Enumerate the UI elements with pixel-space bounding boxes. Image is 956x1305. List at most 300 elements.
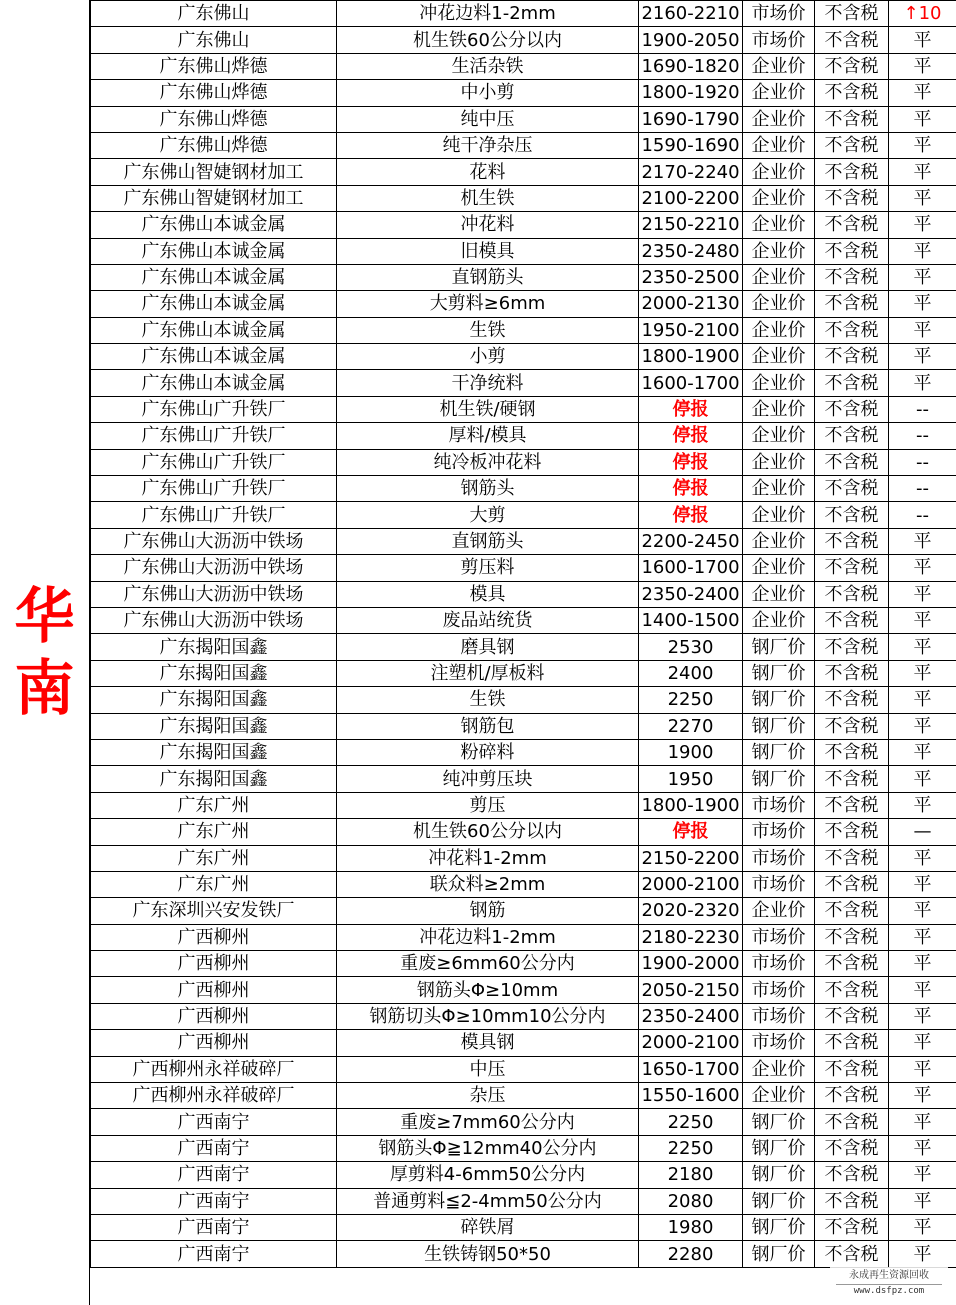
location-cell: 广东揭阳国鑫 <box>91 660 337 686</box>
table-row <box>91 1003 956 1029</box>
price-type-cell: 企业价 <box>743 396 815 422</box>
price-type-cell: 企业价 <box>743 80 815 106</box>
price-cell: 2080 <box>639 1188 743 1214</box>
price-type-cell: 市场价 <box>743 1 815 27</box>
material-cell: 机生铁60公分以内 <box>337 27 639 53</box>
price-type-cell: 钢厂价 <box>743 1241 815 1267</box>
table-row <box>91 634 956 660</box>
price-type-cell: 钢厂价 <box>743 634 815 660</box>
location-cell: 广西南宁 <box>91 1135 337 1161</box>
change-cell: 平 <box>889 1030 956 1056</box>
price-type-cell: 钢厂价 <box>743 1214 815 1240</box>
change-cell: 平 <box>889 924 956 950</box>
price-type-cell: 市场价 <box>743 977 815 1003</box>
tax-cell: 不含税 <box>815 27 889 53</box>
price-cell: 2530 <box>639 634 743 660</box>
location-cell: 广东广州 <box>91 819 337 845</box>
location-cell: 广东佛山本诚金属 <box>91 264 337 290</box>
price-cell: 2250 <box>639 1109 743 1135</box>
location-cell: 广西柳州 <box>91 977 337 1003</box>
tax-cell: 不含税 <box>815 396 889 422</box>
material-cell: 厚料/模具 <box>337 423 639 449</box>
price-cell: 停报 <box>639 423 743 449</box>
location-cell: 广东深圳兴安发铁厂 <box>91 898 337 924</box>
change-cell: 平 <box>889 1003 956 1029</box>
material-cell: 冲花料1-2mm <box>337 845 639 871</box>
material-cell: 杂压 <box>337 1083 639 1109</box>
change-cell: 平 <box>889 555 956 581</box>
location-cell: 广东揭阳国鑫 <box>91 713 337 739</box>
location-cell: 广东佛山本诚金属 <box>91 238 337 264</box>
change-cell: 平 <box>889 871 956 897</box>
table-row <box>91 555 956 581</box>
material-cell: 机生铁/硬钢 <box>337 396 639 422</box>
change-cell: 平 <box>889 634 956 660</box>
location-cell: 广东佛山本诚金属 <box>91 344 337 370</box>
price-type-cell: 企业价 <box>743 132 815 158</box>
price-cell: 2020-2320 <box>639 898 743 924</box>
location-cell: 广东佛山广升铁厂 <box>91 476 337 502</box>
tax-cell: 不含税 <box>815 185 889 211</box>
table-row <box>91 1188 956 1214</box>
tax-cell: 不含税 <box>815 528 889 554</box>
tax-cell: 不含税 <box>815 212 889 238</box>
table-row <box>91 238 956 264</box>
material-cell: 纯干净杂压 <box>337 132 639 158</box>
table-row <box>91 212 956 238</box>
change-cell: 平 <box>889 977 956 1003</box>
change-cell: 平 <box>889 80 956 106</box>
tax-cell: 不含税 <box>815 739 889 765</box>
price-type-cell: 企业价 <box>743 528 815 554</box>
price-type-cell: 企业价 <box>743 1083 815 1109</box>
tax-cell: 不含税 <box>815 1003 889 1029</box>
table-row <box>91 396 956 422</box>
price-cell: 2350-2500 <box>639 264 743 290</box>
tax-cell: 不含税 <box>815 977 889 1003</box>
location-cell: 广东揭阳国鑫 <box>91 687 337 713</box>
location-cell: 广东广州 <box>91 792 337 818</box>
change-cell: 平 <box>889 1162 956 1188</box>
tax-cell: 不含税 <box>815 581 889 607</box>
tax-cell: 不含税 <box>815 555 889 581</box>
location-cell: 广西柳州永祥破碎厂 <box>91 1056 337 1082</box>
location-cell: 广东揭阳国鑫 <box>91 766 337 792</box>
price-cell: 2180 <box>639 1162 743 1188</box>
price-type-cell: 钢厂价 <box>743 1109 815 1135</box>
table-row <box>91 924 956 950</box>
location-cell: 广西南宁 <box>91 1188 337 1214</box>
price-cell: 1800-1900 <box>639 344 743 370</box>
material-cell: 联众料≥2mm <box>337 871 639 897</box>
table-row <box>91 476 956 502</box>
table-row <box>91 80 956 106</box>
tax-cell: 不含税 <box>815 423 889 449</box>
price-type-cell: 钢厂价 <box>743 1135 815 1161</box>
price-type-cell: 企业价 <box>743 212 815 238</box>
material-cell: 直钢筋头 <box>337 528 639 554</box>
tax-cell: 不含税 <box>815 1241 889 1267</box>
table-row <box>91 845 956 871</box>
location-cell: 广东佛山大沥沥中铁场 <box>91 555 337 581</box>
price-type-cell: 钢厂价 <box>743 766 815 792</box>
tax-cell: 不含税 <box>815 317 889 343</box>
table-row <box>91 766 956 792</box>
price-cell: 2270 <box>639 713 743 739</box>
material-cell: 普通剪料≦2-4mm50公分内 <box>337 1188 639 1214</box>
material-cell: 干净统料 <box>337 370 639 396</box>
location-cell: 广西柳州 <box>91 1003 337 1029</box>
material-cell: 碎铁屑 <box>337 1214 639 1240</box>
table-row <box>91 1135 956 1161</box>
tax-cell: 不含税 <box>815 1214 889 1240</box>
change-cell: 平 <box>889 739 956 765</box>
price-cell: 2050-2150 <box>639 977 743 1003</box>
change-cell: 平 <box>889 845 956 871</box>
table-row <box>91 1056 956 1082</box>
location-cell: 广西南宁 <box>91 1214 337 1240</box>
price-type-cell: 企业价 <box>743 476 815 502</box>
tax-cell: 不含税 <box>815 106 889 132</box>
location-cell: 广西南宁 <box>91 1241 337 1267</box>
price-type-cell: 企业价 <box>743 106 815 132</box>
tax-cell: 不含税 <box>815 264 889 290</box>
location-cell: 广东佛山智婕钢材加工 <box>91 185 337 211</box>
price-cell: 1690-1820 <box>639 53 743 79</box>
table-row <box>91 871 956 897</box>
change-cell: 平 <box>889 212 956 238</box>
tax-cell: 不含税 <box>815 871 889 897</box>
location-cell: 广东佛山烨德 <box>91 80 337 106</box>
change-cell: 平 <box>889 106 956 132</box>
price-type-cell: 企业价 <box>743 607 815 633</box>
tax-cell: 不含税 <box>815 344 889 370</box>
table-row <box>91 291 956 317</box>
price-type-cell: 市场价 <box>743 819 815 845</box>
change-cell: 平 <box>889 53 956 79</box>
location-cell: 广西柳州永祥破碎厂 <box>91 1083 337 1109</box>
price-type-cell: 企业价 <box>743 238 815 264</box>
change-cell: -- <box>889 396 956 422</box>
material-cell: 钢筋头Φ≧12mm40公分内 <box>337 1135 639 1161</box>
material-cell: 重废≥6mm60公分内 <box>337 951 639 977</box>
material-cell: 剪压料 <box>337 555 639 581</box>
region-char-1: 华 <box>14 581 75 652</box>
price-cell: 1980 <box>639 1214 743 1240</box>
change-cell: 平 <box>889 1241 956 1267</box>
table-row <box>91 317 956 343</box>
tax-cell: 不含税 <box>815 792 889 818</box>
tax-cell: 不含税 <box>815 819 889 845</box>
material-cell: 厚剪料4-6mm50公分内 <box>337 1162 639 1188</box>
change-cell: 平 <box>889 317 956 343</box>
price-type-cell: 企业价 <box>743 502 815 528</box>
material-cell: 纯冷板冲花料 <box>337 449 639 475</box>
price-type-cell: 企业价 <box>743 317 815 343</box>
price-type-cell: 企业价 <box>743 53 815 79</box>
change-cell: ↑10 <box>889 1 956 27</box>
change-cell: 平 <box>889 1109 956 1135</box>
price-type-cell: 企业价 <box>743 1056 815 1082</box>
table-row <box>91 185 956 211</box>
material-cell: 中压 <box>337 1056 639 1082</box>
price-type-cell: 钢厂价 <box>743 713 815 739</box>
price-type-cell: 市场价 <box>743 924 815 950</box>
change-cell: 平 <box>889 1083 956 1109</box>
price-type-cell: 市场价 <box>743 1030 815 1056</box>
change-cell: 平 <box>889 264 956 290</box>
change-cell: 平 <box>889 528 956 554</box>
location-cell: 广东广州 <box>91 871 337 897</box>
location-cell: 广东佛山大沥沥中铁场 <box>91 607 337 633</box>
change-cell: 平 <box>889 792 956 818</box>
table-row <box>91 819 956 845</box>
change-cell: 平 <box>889 159 956 185</box>
tax-cell: 不含税 <box>815 1083 889 1109</box>
price-cell: 1400-1500 <box>639 607 743 633</box>
table-row <box>91 264 956 290</box>
tax-cell: 不含税 <box>815 1109 889 1135</box>
tax-cell: 不含税 <box>815 1056 889 1082</box>
price-cell: 1690-1790 <box>639 106 743 132</box>
price-cell: 1600-1700 <box>639 370 743 396</box>
table-row <box>91 1241 956 1267</box>
tax-cell: 不含税 <box>815 370 889 396</box>
price-type-cell: 企业价 <box>743 370 815 396</box>
material-cell: 机生铁60公分以内 <box>337 819 639 845</box>
material-cell: 注塑机/厚板料 <box>337 660 639 686</box>
change-cell: 平 <box>889 238 956 264</box>
change-cell: -- <box>889 449 956 475</box>
price-cell: 2170-2240 <box>639 159 743 185</box>
location-cell: 广东佛山广升铁厂 <box>91 423 337 449</box>
price-type-cell: 钢厂价 <box>743 739 815 765</box>
location-cell: 广东佛山本诚金属 <box>91 317 337 343</box>
change-cell: 平 <box>889 370 956 396</box>
price-cell: 2350-2480 <box>639 238 743 264</box>
table-row <box>91 423 956 449</box>
material-cell: 生铁 <box>337 317 639 343</box>
price-cell: 1590-1690 <box>639 132 743 158</box>
change-cell: 平 <box>889 1056 956 1082</box>
table-row <box>91 27 956 53</box>
material-cell: 模具 <box>337 581 639 607</box>
table-row <box>91 1162 956 1188</box>
location-cell: 广东佛山大沥沥中铁场 <box>91 528 337 554</box>
location-cell: 广东佛山烨德 <box>91 106 337 132</box>
material-cell: 重废≥7mm60公分内 <box>337 1109 639 1135</box>
material-cell: 花料 <box>337 159 639 185</box>
tax-cell: 不含税 <box>815 845 889 871</box>
price-cell: 停报 <box>639 476 743 502</box>
table-row <box>91 1030 956 1056</box>
material-cell: 废品站统货 <box>337 607 639 633</box>
table-row <box>91 370 956 396</box>
tax-cell: 不含税 <box>815 53 889 79</box>
material-cell: 直钢筋头 <box>337 264 639 290</box>
price-cell: 2350-2400 <box>639 1003 743 1029</box>
change-cell: 平 <box>889 132 956 158</box>
price-cell: 1800-1920 <box>639 80 743 106</box>
tax-cell: 不含税 <box>815 687 889 713</box>
material-cell: 大剪料≥6mm <box>337 291 639 317</box>
table-row <box>91 1083 956 1109</box>
change-cell: 平 <box>889 185 956 211</box>
watermark-name: 永成再生资源回收 <box>836 1269 942 1285</box>
price-cell: 1900-2050 <box>639 27 743 53</box>
change-cell: 平 <box>889 766 956 792</box>
change-cell: 平 <box>889 291 956 317</box>
change-cell: -- <box>889 502 956 528</box>
price-cell: 2000-2130 <box>639 291 743 317</box>
table-row <box>91 1109 956 1135</box>
table-row <box>91 739 956 765</box>
tax-cell: 不含税 <box>815 291 889 317</box>
tax-cell: 不含税 <box>815 634 889 660</box>
price-cell: 1600-1700 <box>639 555 743 581</box>
material-cell: 钢筋头Φ≥10mm <box>337 977 639 1003</box>
change-cell: 平 <box>889 713 956 739</box>
price-type-cell: 钢厂价 <box>743 1162 815 1188</box>
table-row <box>91 159 956 185</box>
table-row <box>91 607 956 633</box>
tax-cell: 不含税 <box>815 1162 889 1188</box>
tax-cell: 不含税 <box>815 660 889 686</box>
change-cell: 平 <box>889 27 956 53</box>
price-type-cell: 钢厂价 <box>743 687 815 713</box>
tax-cell: 不含税 <box>815 476 889 502</box>
change-cell: 平 <box>889 951 956 977</box>
material-cell: 机生铁 <box>337 185 639 211</box>
location-cell: 广东佛山智婕钢材加工 <box>91 159 337 185</box>
table-row <box>91 449 956 475</box>
table-row <box>91 792 956 818</box>
watermark-url: www.dsfpz.com <box>853 1286 925 1296</box>
location-cell: 广东佛山本诚金属 <box>91 370 337 396</box>
price-cell: 2160-2210 <box>639 1 743 27</box>
location-cell: 广东揭阳国鑫 <box>91 739 337 765</box>
change-cell: 平 <box>889 344 956 370</box>
tax-cell: 不含税 <box>815 1030 889 1056</box>
price-cell: 2350-2400 <box>639 581 743 607</box>
table-row <box>91 53 956 79</box>
material-cell: 生铁 <box>337 687 639 713</box>
change-cell: -- <box>889 423 956 449</box>
price-cell: 停报 <box>639 396 743 422</box>
tax-cell: 不含税 <box>815 238 889 264</box>
price-cell: 1550-1600 <box>639 1083 743 1109</box>
price-type-cell: 市场价 <box>743 1003 815 1029</box>
material-cell: 冲花边料1-2mm <box>337 1 639 27</box>
table-row <box>91 977 956 1003</box>
tax-cell: 不含税 <box>815 449 889 475</box>
material-cell: 模具钢 <box>337 1030 639 1056</box>
price-type-cell: 市场价 <box>743 27 815 53</box>
location-cell: 广东佛山 <box>91 1 337 27</box>
location-cell: 广西柳州 <box>91 951 337 977</box>
location-cell: 广东佛山烨德 <box>91 53 337 79</box>
tax-cell: 不含税 <box>815 766 889 792</box>
price-type-cell: 企业价 <box>743 159 815 185</box>
price-table-body <box>91 1 956 1268</box>
location-cell: 广东佛山广升铁厂 <box>91 449 337 475</box>
location-cell: 广东佛山本诚金属 <box>91 291 337 317</box>
price-cell: 1650-1700 <box>639 1056 743 1082</box>
price-type-cell: 企业价 <box>743 423 815 449</box>
material-cell: 钢筋包 <box>337 713 639 739</box>
material-cell: 冲花料 <box>337 212 639 238</box>
tax-cell: 不含税 <box>815 924 889 950</box>
tax-cell: 不含税 <box>815 607 889 633</box>
change-cell: 平 <box>889 1188 956 1214</box>
price-type-cell: 企业价 <box>743 291 815 317</box>
location-cell: 广西柳州 <box>91 924 337 950</box>
price-cell: 2150-2200 <box>639 845 743 871</box>
price-type-cell: 企业价 <box>743 449 815 475</box>
material-cell: 生活杂铁 <box>337 53 639 79</box>
table-row <box>91 1214 956 1240</box>
tax-cell: 不含税 <box>815 132 889 158</box>
location-cell: 广东佛山广升铁厂 <box>91 502 337 528</box>
price-cell: 2250 <box>639 687 743 713</box>
price-type-cell: 市场价 <box>743 792 815 818</box>
region-label <box>0 0 90 1305</box>
price-cell: 停报 <box>639 819 743 845</box>
table-row <box>91 581 956 607</box>
location-cell: 广东佛山烨德 <box>91 132 337 158</box>
location-cell: 广东佛山本诚金属 <box>91 212 337 238</box>
price-cell: 2150-2210 <box>639 212 743 238</box>
change-cell: — <box>889 819 956 845</box>
material-cell: 剪压 <box>337 792 639 818</box>
material-cell: 磨具钢 <box>337 634 639 660</box>
change-cell: 平 <box>889 660 956 686</box>
material-cell: 大剪 <box>337 502 639 528</box>
material-cell: 生铁铸钢50*50 <box>337 1241 639 1267</box>
material-cell: 粉碎料 <box>337 739 639 765</box>
material-cell: 旧模具 <box>337 238 639 264</box>
tax-cell: 不含税 <box>815 1 889 27</box>
material-cell: 冲花边料1-2mm <box>337 924 639 950</box>
location-cell: 广东揭阳国鑫 <box>91 634 337 660</box>
material-cell: 钢筋头 <box>337 476 639 502</box>
price-cell: 2250 <box>639 1135 743 1161</box>
material-cell: 钢筋 <box>337 898 639 924</box>
price-type-cell: 市场价 <box>743 845 815 871</box>
table-row <box>91 344 956 370</box>
table-row <box>91 1 956 27</box>
watermark <box>830 1267 948 1301</box>
price-cell: 2280 <box>639 1241 743 1267</box>
price-cell: 2200-2450 <box>639 528 743 554</box>
price-cell: 2100-2200 <box>639 185 743 211</box>
tax-cell: 不含税 <box>815 713 889 739</box>
material-cell: 中小剪 <box>337 80 639 106</box>
change-cell: 平 <box>889 1214 956 1240</box>
change-cell: -- <box>889 476 956 502</box>
location-cell: 广西南宁 <box>91 1109 337 1135</box>
location-cell: 广东广州 <box>91 845 337 871</box>
location-cell: 广东佛山广升铁厂 <box>91 396 337 422</box>
price-cell: 1950-2100 <box>639 317 743 343</box>
tax-cell: 不含税 <box>815 502 889 528</box>
price-type-cell: 企业价 <box>743 185 815 211</box>
tax-cell: 不含税 <box>815 1188 889 1214</box>
table-row <box>91 951 956 977</box>
change-cell: 平 <box>889 607 956 633</box>
tax-cell: 不含税 <box>815 898 889 924</box>
price-type-cell: 企业价 <box>743 898 815 924</box>
